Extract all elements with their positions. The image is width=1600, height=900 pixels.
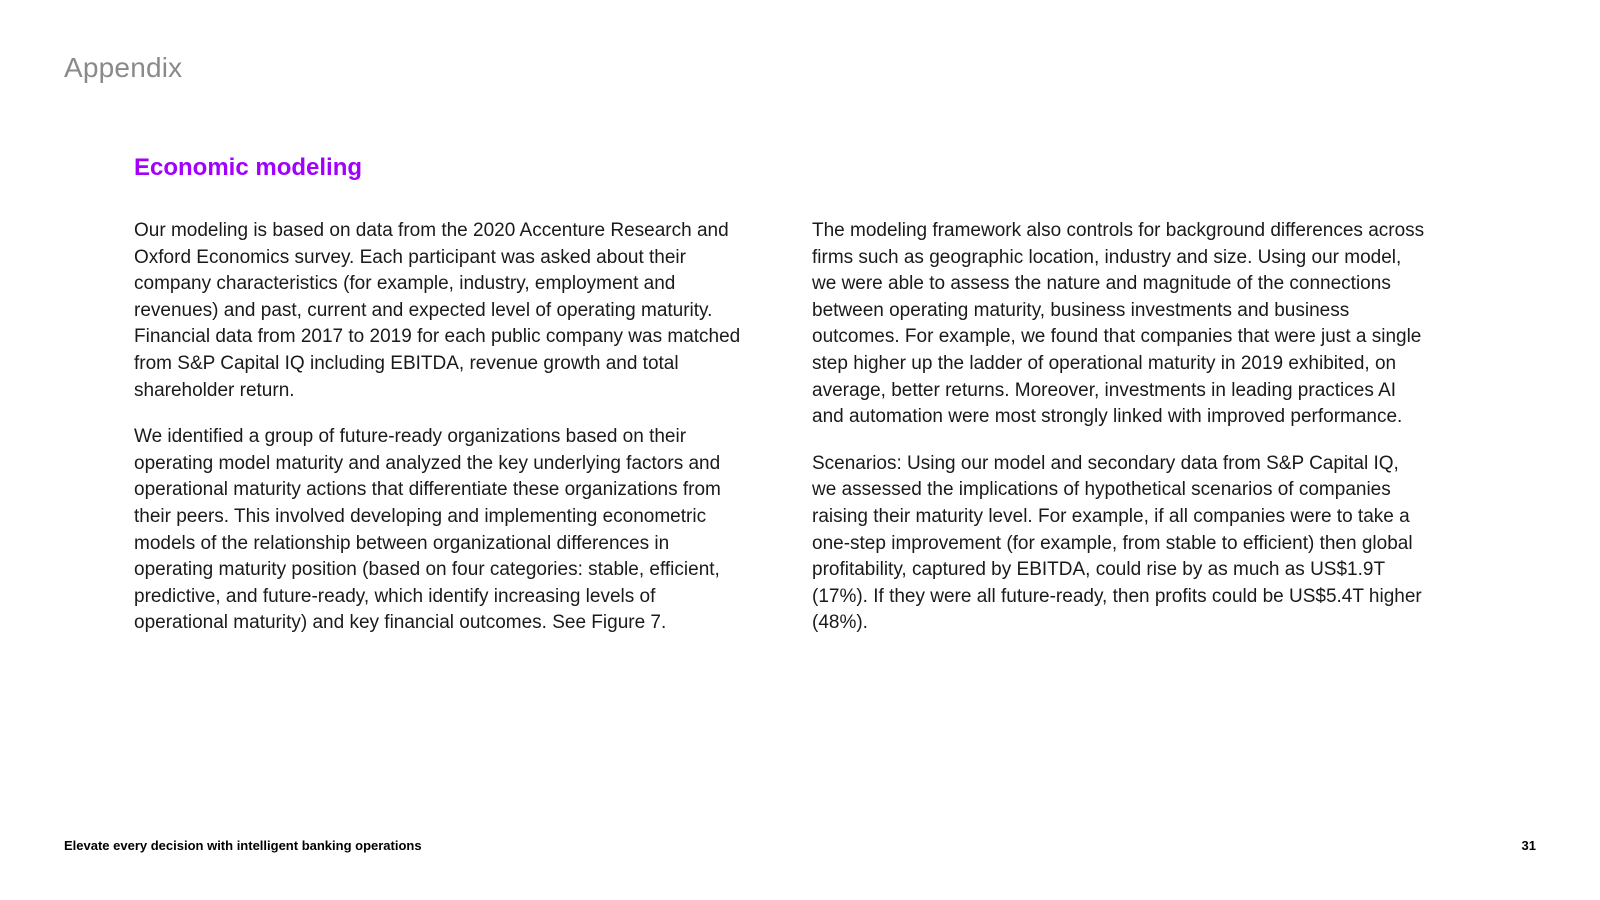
left-column — [134, 218, 742, 657]
left-paragraph-2: We identified a group of future-ready organizations based on their operating model maturity and analyzed the key underlying factors and operational maturity actions that differentiate these organizations from their peers. This involved developing and implementing econometric models of the relationship between organizational differences in operating maturity position (based on four categories: stable, efficient, predictive, and future-ready, which identify increasing levels of operational maturity) and key financial outcomes. See Figure 7. — [134, 426, 721, 634]
footer-title: Elevate every decision with intelligent banking operations — [64, 838, 422, 853]
right-paragraph-1: The modeling framework also controls for background differences across firms such as geographic location, industry and size. Using our model, we were able to assess the nature and magnitude of the connections between operating maturity, business investments and business outcomes. For example, we found that companies that were just a single step higher up the ladder of operational maturity in 2019 exhibited, on average, better returns. Moreover, investments in leading practices AI and automation were most strongly linked with improved performance. — [812, 220, 1425, 428]
page-number: 31 — [1521, 838, 1536, 853]
right-paragraph-2: Scenarios: Using our model and secondary data from S&P Capital IQ, we assessed the implications of hypothetical scenarios of companies raising their maturity level. For example, if all companies were to take a one-step improvement (for example, from stable to efficient) then global profitability, captured by EBITDA, could rise by as much as US$1.9T (17%). If they were all future-ready, then profits could be US$5.4T higher (48%). — [812, 452, 1422, 634]
section-label: Appendix — [64, 52, 183, 83]
right-column — [812, 218, 1426, 657]
left-paragraph-1: Our modeling is based on data from the 2020 Accenture Research and Oxford Economics survey. Each participant was asked about their company characteristics (for example, industry, employment and revenues) and past, current and expected level of operating maturity. Financial data from 2017 to 2019 for each public company was matched from S&P Capital IQ including EBITDA, revenue growth and total shareholder return. — [134, 220, 741, 401]
page-heading: Economic modeling — [134, 154, 363, 181]
